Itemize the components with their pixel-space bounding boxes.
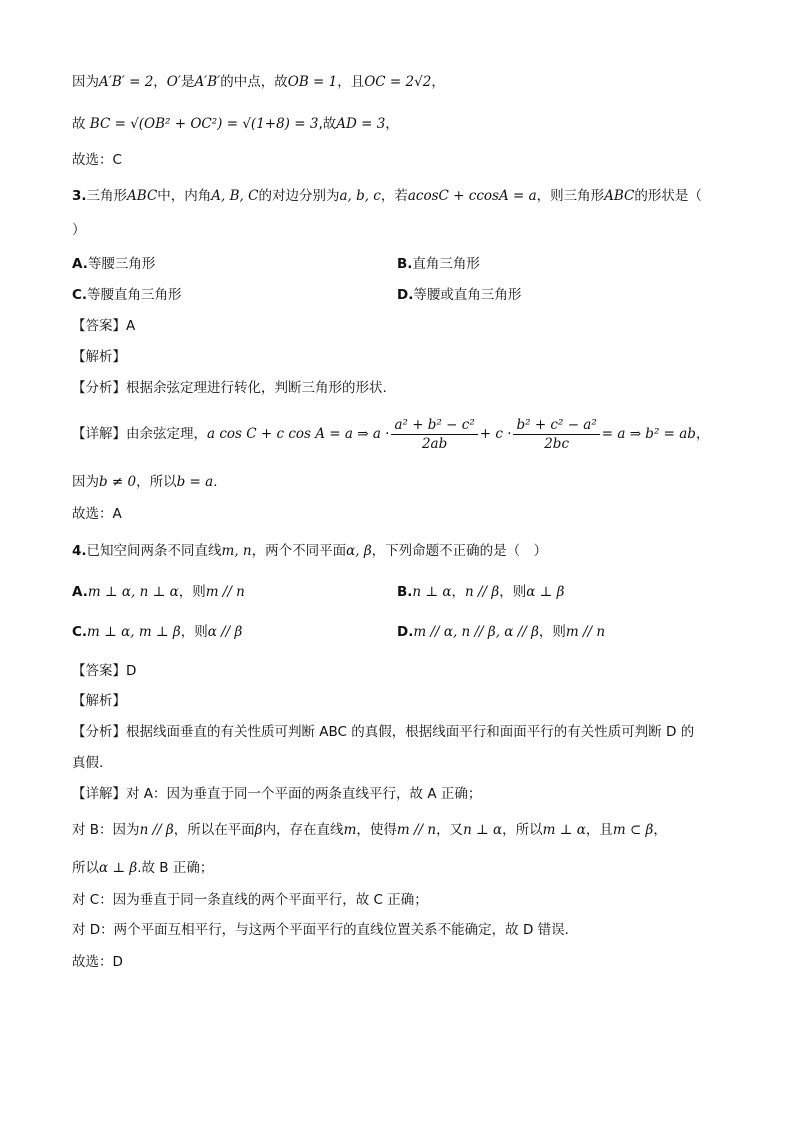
text: ，所以 [502, 822, 543, 838]
text: ，下列命题不正确的是（ ） [371, 543, 548, 559]
math: m ⊥ α, n ⊥ α [87, 584, 179, 600]
math: b ≠ 0 [99, 474, 137, 490]
option-b [397, 582, 564, 602]
analysis-heading: 【解析】 [72, 349, 126, 365]
option-text: 等腰直角三角形 [87, 287, 182, 303]
math: A, B, C [211, 188, 259, 204]
math: m // n [396, 822, 437, 838]
fraction [391, 416, 477, 453]
fraction [513, 416, 599, 453]
math: m, n [221, 543, 252, 559]
math: AD = 3 [336, 116, 386, 132]
denominator: 2bc [544, 435, 570, 452]
question-number: 4. [72, 543, 87, 559]
option-d [397, 285, 521, 305]
option-c [72, 285, 182, 305]
numerator: a² + b² − c² [391, 416, 477, 435]
option-label: B. [397, 256, 413, 272]
analysis-cont: 真假. [72, 755, 104, 771]
analysis [72, 378, 387, 398]
denominator: 2ab [421, 435, 448, 452]
math: m [343, 822, 357, 838]
option-label: B. [397, 584, 413, 600]
math: m ⊂ β [612, 822, 654, 838]
text: 故 [72, 116, 86, 132]
detail-a [72, 784, 481, 804]
math: α ⊥ β [99, 860, 138, 876]
option-label: A. [72, 584, 88, 600]
math: A′B′ [194, 74, 221, 90]
choose-line: 故选：A [72, 506, 122, 522]
math: A′B′ = 2 [99, 74, 154, 90]
answer: 【答案】A [72, 318, 136, 334]
math: n ⊥ α [463, 822, 503, 838]
math: β [254, 822, 263, 838]
text-line [72, 472, 218, 492]
option-label: C. [72, 624, 88, 640]
text: 因为 [72, 474, 99, 490]
question-number: 3. [72, 188, 87, 204]
text: 根据余弦定理进行转化，判断三角形的形状. [126, 380, 387, 396]
text: 因为 [72, 74, 99, 90]
text: ， [431, 74, 445, 90]
answer: 【答案】D [72, 663, 137, 679]
analysis [72, 722, 694, 742]
detail-b [72, 820, 667, 840]
text: ， [451, 584, 466, 600]
text: ，则 [180, 624, 208, 640]
text: 对 A：因为垂直于同一个平面的两条直线平行，故 A 正确； [126, 786, 482, 802]
text-line [72, 72, 445, 92]
numerator: b² + c² − a² [513, 416, 599, 435]
detail-formula [72, 414, 709, 454]
option-label: C. [72, 287, 88, 303]
detail-b-cont [72, 858, 213, 878]
option-text: 等腰或直角三角形 [413, 287, 522, 303]
math: α // β [207, 624, 243, 640]
text: ，两个不同平面 [251, 543, 347, 559]
option-text: 等腰三角形 [87, 256, 156, 272]
option-label: D. [397, 624, 414, 640]
text: ，且 [337, 74, 365, 90]
math: m // n [205, 584, 245, 600]
choose-line: 故选：D [72, 954, 123, 970]
text: ，则 [499, 584, 527, 600]
text: 所以 [72, 860, 99, 876]
text: 内，存在直线 [262, 822, 344, 838]
option-label: D. [397, 287, 414, 303]
detail-c: 对 C：因为垂直于同一条直线的两个平面平行，故 C 正确； [72, 892, 428, 908]
math: m ⊥ α [542, 822, 586, 838]
text: 的中点，故 [220, 74, 288, 90]
option-a [72, 582, 245, 602]
text: ，若 [380, 188, 408, 204]
text: ，使得 [356, 822, 397, 838]
math: OC = 2√2 [364, 74, 432, 90]
math: a, b, c [339, 188, 381, 204]
text: . [213, 474, 218, 490]
text: ， [653, 822, 667, 838]
tag: 【详解】 [72, 426, 126, 442]
tag: 【分析】 [72, 724, 126, 740]
math: b = a [176, 474, 214, 490]
question-4-stem [72, 541, 547, 561]
text: ， [385, 116, 399, 132]
math: n ⊥ α [412, 584, 452, 600]
math: α, β [346, 543, 372, 559]
option-text: 直角三角形 [412, 256, 480, 272]
analysis-heading: 【解析】 [72, 693, 126, 709]
text: ，所以 [136, 474, 177, 490]
text: ，且 [585, 822, 613, 838]
option-a [72, 254, 155, 274]
math: m // n [565, 624, 606, 640]
text: ，又 [436, 822, 464, 838]
choose-line: 故选：C [72, 152, 122, 168]
text: 中，内角 [157, 188, 212, 204]
detail-d: 对 D：两个平面互相平行，与这两个平面平行的直线位置关系不能确定，故 D 错误. [72, 922, 569, 938]
text: 三角形 [86, 188, 128, 204]
math: = a ⇒ b² = ab [601, 426, 696, 442]
text: ， [695, 426, 710, 442]
text: ， [153, 74, 167, 90]
text: ，则三角形 [536, 188, 605, 204]
math: O′ [166, 74, 181, 90]
tag: 【详解】 [72, 786, 126, 802]
math: ABC [604, 188, 635, 204]
option-label: A. [72, 256, 88, 272]
text: 是 [180, 74, 195, 90]
option-d [397, 622, 605, 642]
math: n // β [139, 822, 174, 838]
math: a cos C + c cos A = a ⇒ a · [207, 426, 390, 442]
math: OB = 1 [287, 74, 338, 90]
question-3-stem [72, 186, 702, 206]
math: BC = √(OB² + OC²) = √(1+8) = 3 [89, 116, 319, 132]
math: + c · [479, 426, 512, 442]
text: ，所以在平面 [173, 822, 255, 838]
text: 对 B：因为 [72, 822, 140, 838]
text: 已知空间两条不同直线 [86, 543, 222, 559]
text: ,故 [318, 116, 337, 132]
question-3-stem-close: ） [72, 222, 86, 238]
text: .故 B 正确； [137, 860, 214, 876]
option-b [397, 254, 480, 274]
math: α ⊥ β [526, 584, 565, 600]
text: 的对边分别为 [258, 188, 340, 204]
math: n // β [465, 584, 500, 600]
math: acosC + ccosA = a [407, 188, 537, 204]
text: ，则 [538, 624, 566, 640]
math: m ⊥ α, m ⊥ β [87, 624, 181, 640]
text: 根据线面垂直的有关性质可判断 ABC 的真假，根据线面平行和面面平行的有关性质可判断 D 的 [126, 724, 695, 740]
math: ABC [127, 188, 158, 204]
text: 的形状是（ [634, 188, 702, 204]
option-c [72, 622, 242, 642]
text-line [72, 114, 399, 134]
math: m // α, n // β, α // β [413, 624, 539, 640]
tag: 【分析】 [72, 380, 126, 396]
text: 由余弦定理， [126, 426, 207, 442]
text: ，则 [178, 584, 206, 600]
